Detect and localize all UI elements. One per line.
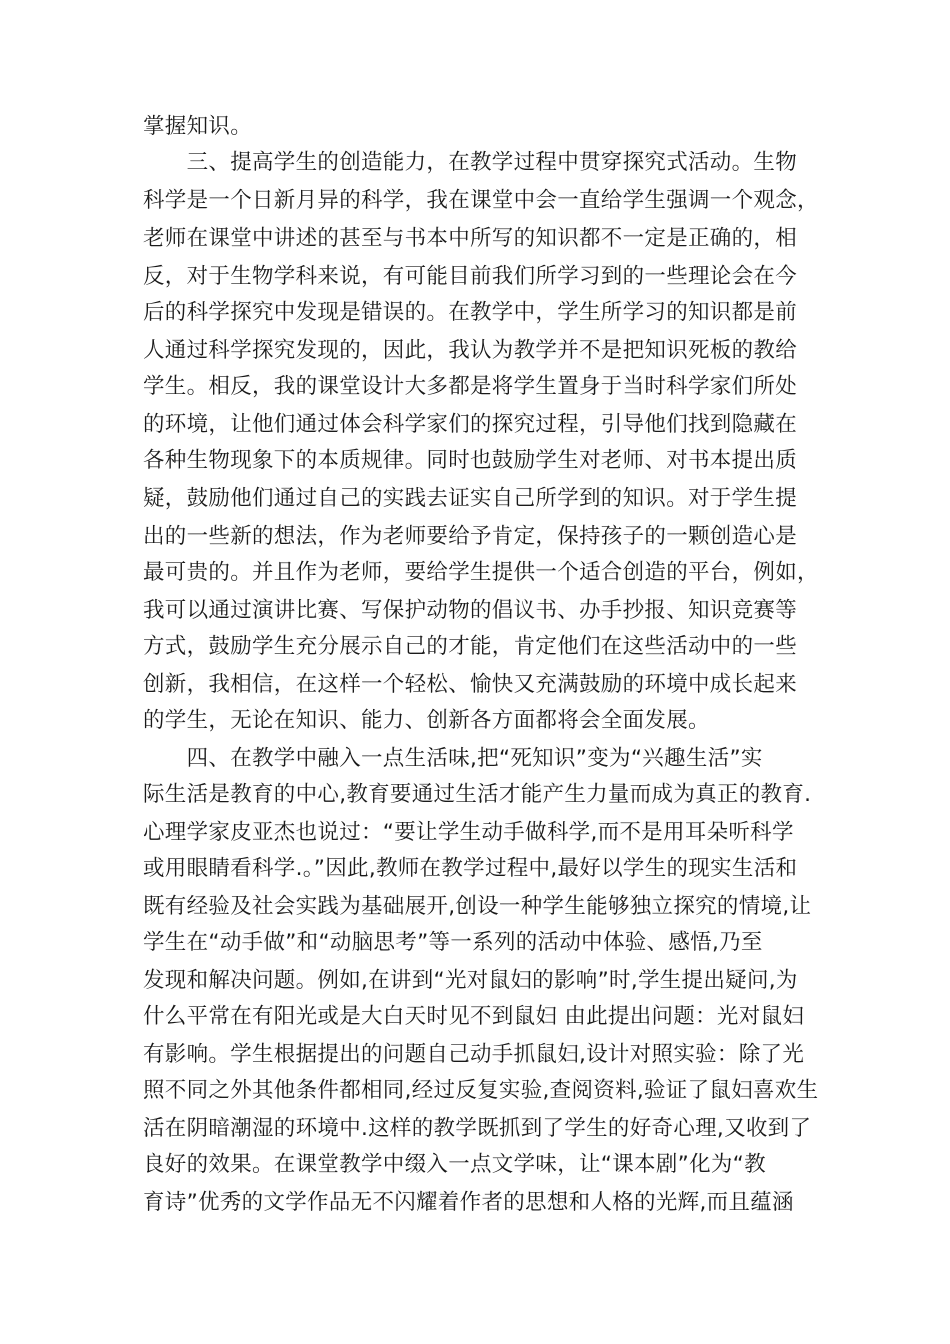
text-line: 学生。相反，我的课堂设计大多都是将学生置身于当时科学家们所处 [143,374,798,399]
text-line: 后的科学探究中发现是错误的。在教学中，学生所学习的知识都是前 [143,300,798,325]
text-line: 方式，鼓励学生充分展示自己的才能，肯定他们在这些活动中的一些 [143,634,798,659]
text-line: 良好的效果。在课堂教学中缀入一点文学味，让“课本剧”化为“教 [143,1152,766,1177]
text-line: 活在阴暗潮湿的环境中.这样的教学既抓到了学生的好奇心理,又收到了 [143,1116,812,1141]
text-line: 反，对于生物学科来说，有可能目前我们所学习到的一些理论会在今 [143,264,798,289]
text-line: 疑，鼓励他们通过自己的实践去证实自己所学到的知识。对于学生提 [143,486,798,511]
text-line: 心理学家皮亚杰也说过：“要让学生动手做科学,而不是用耳朵听科学 [143,820,794,845]
text-line: 各种生物现象下的本质规律。同时也鼓励学生对老师、对书本提出质 [143,448,798,473]
text-line: 际生活是教育的中心,教育要通过生活才能产生力量而成为真正的教育. [143,782,812,807]
text-line: 照不同之外其他条件都相同,经过反复实验,查阅资料,验证了鼠妇喜欢生 [143,1078,819,1103]
text-line: 科学是一个日新月异的科学，我在课堂中会一直给学生强调一个观念， [143,188,819,213]
text-line: 什么平常在有阳光或是大白天时见不到鼠妇 由此提出问题：光对鼠妇 [143,1004,805,1029]
text-line: 出的一些新的想法，作为老师要给予肯定，保持孩子的一颗创造心是 [143,524,798,549]
text-line: 老师在课堂中讲述的甚至与书本中所写的知识都不一定是正确的，相 [143,226,798,251]
text-line: 学生在“动手做”和“动脑思考”等一系列的活动中体验、感悟,乃至 [143,930,763,955]
text-line: 的环境，让他们通过体会科学家们的探究过程，引导他们找到隐藏在 [143,412,798,437]
text-line: 有影响。学生根据提出的问题自己动手抓鼠妇,设计对照实验：除了光 [143,1042,805,1067]
text-line: 发现和解决问题。例如,在讲到“光对鼠妇的影响”时,学生提出疑问,为 [143,968,798,993]
text-line: 掌握知识。 [143,114,253,139]
text-line: 三、提高学生的创造能力，在教学过程中贯穿探究式活动。生物 [143,150,798,175]
text-line: 最可贵的。并且作为老师，要给学生提供一个适合创造的平台，例如， [143,560,819,585]
text-line: 人通过科学探究发现的，因此，我认为教学并不是把知识死板的教给 [143,338,798,363]
text-line: 育诗”优秀的文学作品无不闪耀着作者的思想和人格的光辉,而且蕴涵 [143,1190,794,1215]
text-line: 创新，我相信，在这样一个轻松、愉快又充满鼓励的环境中成长起来 [143,672,798,697]
text-line: 的学生，无论在知识、能力、创新各方面都将会全面发展。 [143,708,710,733]
text-line: 或用眼睛看科学.。”因此,教师在教学过程中,最好以学生的现实生活和 [143,856,798,881]
text-line: 既有经验及社会实践为基础展开,创设一种学生能够独立探究的情境,让 [143,894,812,919]
text-line: 四、在教学中融入一点生活味,把“死知识”变为“兴趣生活”实 [143,746,763,771]
text-line: 我可以通过演讲比赛、写保护动物的倡议书、办手抄报、知识竞赛等 [143,598,798,623]
